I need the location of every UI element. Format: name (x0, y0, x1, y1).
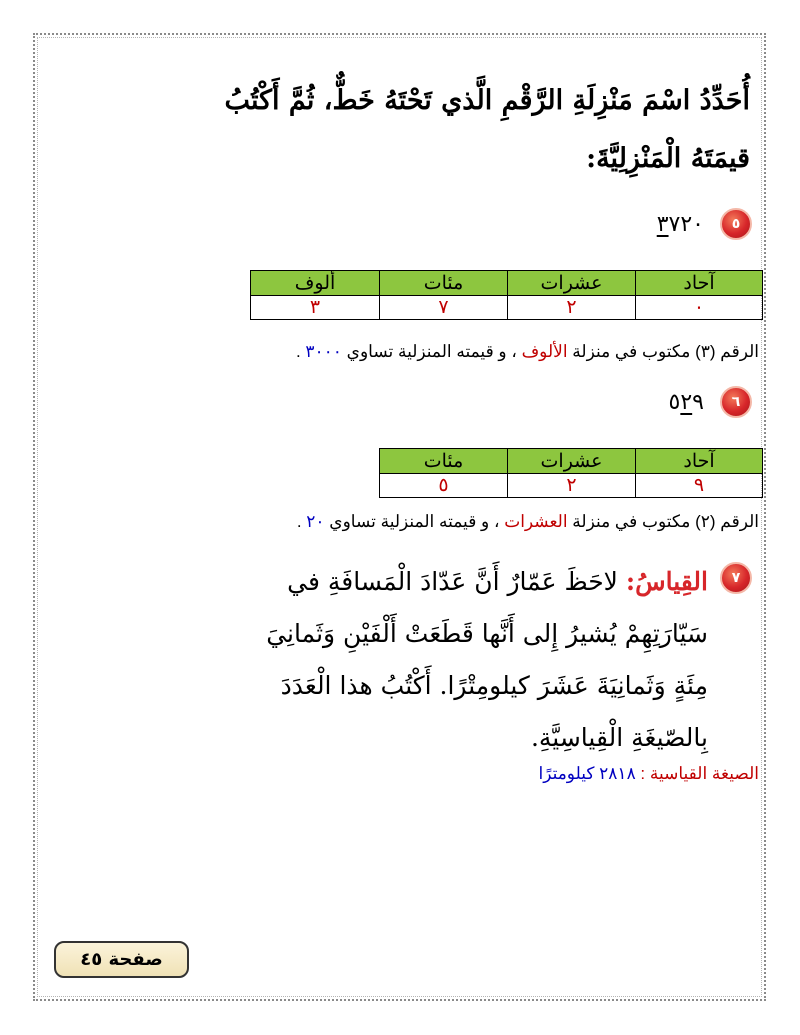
answer-text: ، و قيمته المنزلية تساوي (341, 342, 522, 361)
answer-end: . (295, 342, 306, 361)
question-7-answer (538, 764, 759, 784)
table-cell: ٢ (508, 474, 636, 498)
answer-text: ، و قيمته المنزلية تساوي (324, 512, 505, 531)
page-number-label: صفحة ٤٥ (54, 941, 189, 978)
answer-value: ٢٨١٨ كيلومترًا (538, 764, 636, 783)
question-7-text (232, 556, 708, 764)
table-row (380, 474, 763, 498)
question-7-label: القِياسُ: (625, 567, 708, 596)
question-5-answer (296, 342, 759, 362)
table-header-cell: عشرات (508, 449, 636, 474)
question-5-badge: ٥ (720, 208, 752, 240)
answer-place-value: ٢٠ (306, 512, 325, 531)
question-6-badge: ٦ (720, 386, 752, 418)
question-5-underlined-digit: ٣ (656, 211, 669, 237)
table-header-cell: مئات (380, 449, 508, 474)
table-header-cell: آحاد (636, 271, 763, 296)
question-5-number-suffix: ٧٢٠ (668, 211, 704, 237)
question-7-body: لاحَظَ عَمّارٌ أَنَّ عَدّادَ الْمَسافَةِ في سَيّارَتِهِمْ يُشيرُ إِلى أَنَّها قَطَعَتْ أَلْفَيْنِ وَثَمانِيَ مِئَةٍ وَثَمانِيَةَ عَشَرَ كيلومِتْرًا. أَكْتُبُ هذا الْعَدَدَ بِالصّيغَةِ الْقِياسِيَّةِ. (266, 567, 708, 752)
instruction-text: أُحَدِّدُ اسْمَ مَنْزِلَةِ الرَّقْمِ الَّذي تَحْتَهُ خَطٌّ، ثُمَّ أَكْتُبُ قيمَتَهُ الْمَنْزِلِيَّةَ: (224, 85, 750, 174)
answer-text: الرقم (٢) مكتوب في منزلة (567, 512, 759, 531)
answer-place-name: العشرات (504, 512, 568, 531)
question-6-answer (297, 512, 759, 532)
question-6-number (669, 390, 704, 415)
question-7 (232, 556, 752, 764)
place-value-table-5 (250, 270, 763, 320)
table-cell: ٣ (251, 296, 380, 320)
table-header-cell: عشرات (508, 271, 636, 296)
question-6-underlined-digit: ٢ (680, 389, 693, 415)
table-cell: ٥ (380, 474, 508, 498)
table-cell: ٩ (636, 474, 763, 498)
answer-end: . (296, 512, 307, 531)
answer-text: الرقم (٣) مكتوب في منزلة (567, 342, 759, 361)
table-header-cell: مئات (380, 271, 508, 296)
table-cell: ٧ (380, 296, 508, 320)
table-row (251, 296, 763, 320)
question-6-row (669, 386, 752, 418)
table-cell: ٢ (508, 296, 636, 320)
table-cell: ٠ (636, 296, 763, 320)
answer-place-value: ٣٠٠٠ (305, 342, 342, 361)
table-header-row (380, 449, 763, 474)
answer-label: الصيغة القياسية : (635, 764, 759, 783)
table-header-row (251, 271, 763, 296)
place-value-table-6 (379, 448, 763, 498)
answer-place-name: الألوف (521, 342, 568, 361)
question-7-badge: ٧ (720, 562, 752, 594)
table-header-cell: آحاد (636, 449, 763, 474)
question-5-number (657, 212, 704, 237)
question-6-number-suffix: ٩ (692, 389, 704, 415)
table-header-cell: ألوف (251, 271, 380, 296)
question-5-row (657, 208, 752, 240)
question-6-number-prefix: ٥ (668, 389, 681, 415)
